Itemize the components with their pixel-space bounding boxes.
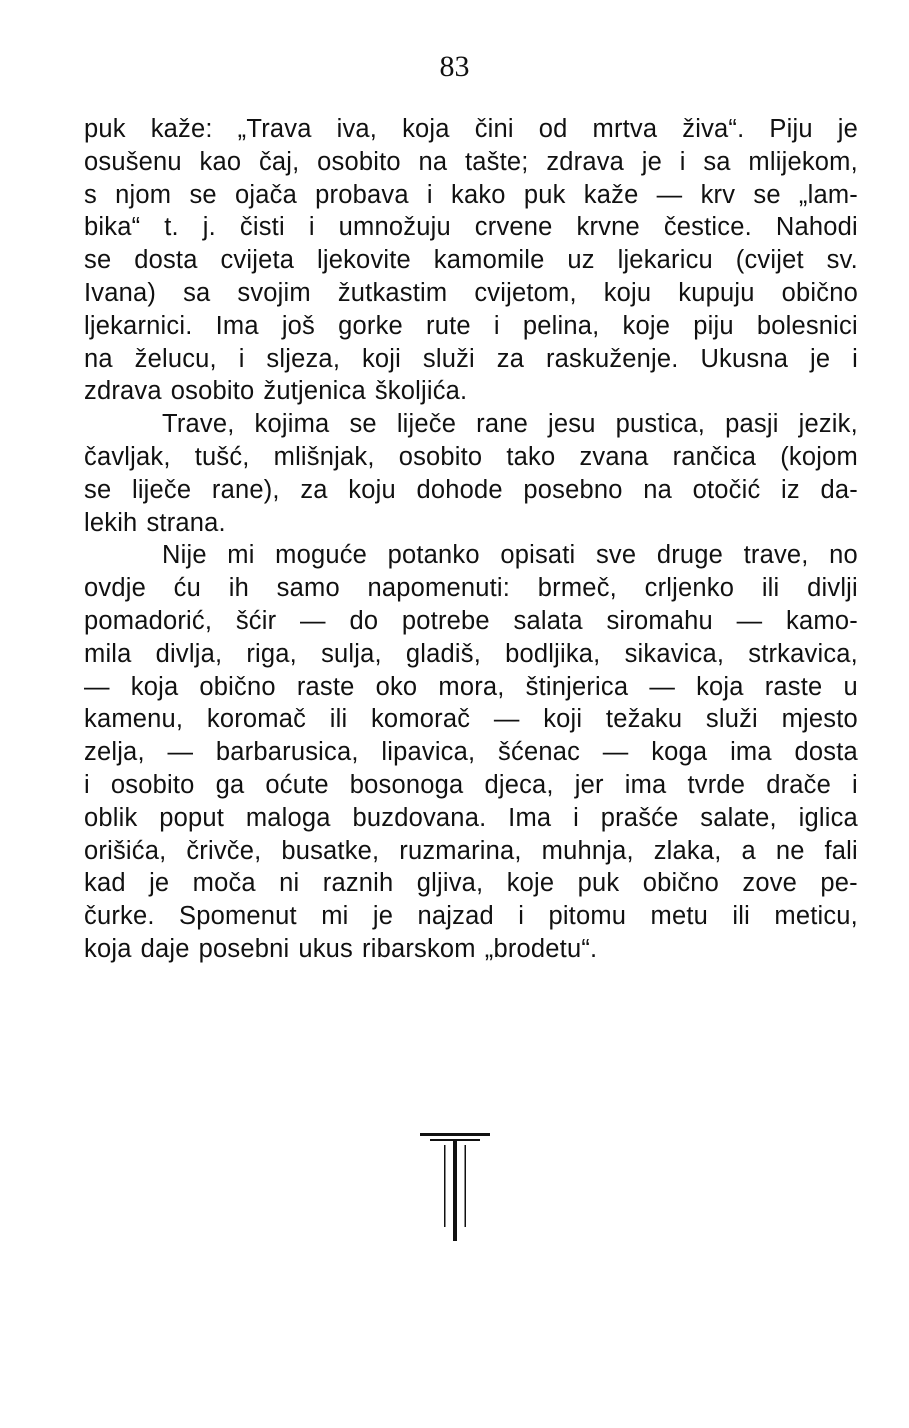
word: iglica <box>798 803 858 832</box>
word: štinjerica <box>525 672 629 701</box>
word: opisati <box>500 541 576 570</box>
word: salate, <box>700 803 777 832</box>
tailpiece-ornament <box>420 1133 490 1243</box>
word: moča <box>192 869 256 898</box>
word: raznih <box>322 869 394 898</box>
word: koje <box>506 869 555 898</box>
word: — <box>493 705 520 734</box>
word: dosta <box>794 738 858 767</box>
word: koja <box>696 672 744 701</box>
word: se <box>349 410 377 439</box>
word: bodljika, <box>505 639 601 668</box>
word: cvijetom, <box>474 278 577 307</box>
word: raste <box>296 672 355 701</box>
word: koju <box>603 278 652 307</box>
word: krvne <box>576 213 640 242</box>
word: sa <box>183 278 211 307</box>
word: koja <box>130 672 179 701</box>
paragraph-1 <box>84 113 858 408</box>
word: napomenuti: <box>367 574 511 603</box>
word: raste <box>764 672 823 701</box>
word: potrebe <box>401 606 490 635</box>
word: čini <box>474 115 514 143</box>
word: posebno <box>523 475 623 504</box>
word: meticu, <box>774 902 858 931</box>
word: — <box>736 606 763 635</box>
word: pomadorić, <box>84 606 213 635</box>
word: ili <box>329 705 348 734</box>
word: Piju <box>769 115 813 143</box>
word: ni <box>279 869 300 898</box>
word: Ima <box>508 803 552 832</box>
word: školjića. <box>374 377 468 406</box>
word: koji <box>361 344 402 373</box>
word: koja <box>84 934 132 963</box>
text-line <box>84 802 858 835</box>
word: zdrava <box>84 377 162 406</box>
word: lekih <box>84 508 138 537</box>
word: za <box>300 475 328 504</box>
text-line <box>84 408 858 441</box>
text-line <box>84 474 858 507</box>
word: strana. <box>146 508 226 537</box>
word: Nije <box>162 541 207 570</box>
page-number: 83 <box>439 50 470 83</box>
word: jesu <box>548 410 596 439</box>
word: drače <box>766 770 831 799</box>
text-line <box>84 277 858 310</box>
word: komorač <box>370 705 471 734</box>
word: kojima <box>254 410 330 439</box>
word: ima <box>624 770 667 799</box>
word: kaže: <box>150 115 213 143</box>
word: lipavica, <box>381 738 476 767</box>
word: djeca, <box>484 770 554 799</box>
word: uz <box>567 246 595 275</box>
word: svojim <box>237 278 311 307</box>
word: sve <box>595 541 637 570</box>
word: živa“. <box>682 115 745 143</box>
word: orišića, <box>84 836 167 865</box>
word: t. <box>164 213 179 242</box>
word: i <box>852 770 858 799</box>
word: najzad <box>417 902 494 931</box>
word: otočić <box>692 475 761 504</box>
text-line <box>84 375 858 408</box>
word: i <box>426 180 433 209</box>
word: zvana <box>579 442 649 471</box>
word: kad <box>84 869 126 898</box>
text-line <box>84 900 858 933</box>
word: šćenac <box>498 738 581 767</box>
word: iva, <box>336 115 378 143</box>
word: mlijekom, <box>748 147 858 176</box>
word: puk <box>84 115 126 143</box>
word: zelja, <box>84 738 145 767</box>
word: Ivana) <box>84 278 157 307</box>
word: pitomu <box>548 902 627 931</box>
word: čisti <box>239 213 285 242</box>
word: i <box>679 147 686 176</box>
word: tvrde <box>687 770 746 799</box>
text-line <box>84 179 858 212</box>
text-line <box>84 244 858 277</box>
word: oblik <box>84 803 138 832</box>
word: se <box>84 246 112 275</box>
text-line <box>84 211 858 244</box>
word: liječe <box>396 410 457 439</box>
word: kako <box>451 180 506 209</box>
word: i <box>573 803 579 832</box>
word: „brodetu“. <box>484 934 598 963</box>
word: jer <box>574 770 604 799</box>
word: mi <box>227 541 255 570</box>
word: krv <box>700 180 736 209</box>
text-line <box>84 933 858 966</box>
word: služi <box>422 344 475 373</box>
word: pustica, <box>615 410 706 439</box>
word: crvene <box>474 213 553 242</box>
word: žutkastim <box>337 278 448 307</box>
word: da- <box>820 475 858 504</box>
word: brmeč, <box>537 574 617 603</box>
word: je <box>837 115 858 143</box>
word: samo <box>276 574 340 603</box>
word: bika“ <box>84 213 141 242</box>
word: osobito <box>317 147 401 176</box>
word: dosta <box>134 246 198 275</box>
word: sulja, <box>321 639 382 668</box>
word: na <box>418 147 448 176</box>
word: ili <box>732 902 751 931</box>
text-line <box>84 310 858 343</box>
word: i <box>84 770 90 799</box>
word: je <box>149 869 170 898</box>
word: za <box>496 344 525 373</box>
word: bosonoga <box>349 770 464 799</box>
word: — <box>167 738 194 767</box>
word: težaku <box>605 705 683 734</box>
word: liječe <box>131 475 192 504</box>
text-line <box>84 703 858 736</box>
word: puk <box>523 180 566 209</box>
word: osobito <box>110 770 195 799</box>
word: koje <box>622 311 671 340</box>
body-text <box>84 113 858 966</box>
word: ovdje <box>84 574 146 603</box>
word: cvijeta <box>220 246 295 275</box>
word: posebni <box>198 934 290 963</box>
word: druge <box>656 541 724 570</box>
word: na <box>84 344 113 373</box>
word: a <box>741 836 756 865</box>
word: rančica <box>672 442 757 471</box>
word: se <box>84 475 112 504</box>
word: i <box>308 213 315 242</box>
word: umnožuju <box>338 213 451 242</box>
word: — <box>602 738 629 767</box>
word: crljenko <box>644 574 735 603</box>
word: zove <box>742 869 798 898</box>
word: osobito <box>398 442 483 471</box>
word: sikavica, <box>624 639 725 668</box>
word: koromač <box>206 705 307 734</box>
word: rute <box>426 311 471 340</box>
word: kao <box>199 147 242 176</box>
text-line <box>84 769 858 802</box>
word: ljekaricu <box>617 246 713 275</box>
word: osušenu <box>84 147 182 176</box>
word: Spomenut <box>179 902 297 931</box>
word: mi <box>321 902 349 931</box>
word: obično <box>199 672 276 701</box>
word: raskuženje. <box>545 344 679 373</box>
word: i <box>852 344 858 373</box>
word: čaj, <box>258 147 300 176</box>
word: j. <box>202 213 216 242</box>
word: puk <box>577 869 620 898</box>
word: njom <box>115 180 172 209</box>
word: moguće <box>275 541 368 570</box>
word: se <box>753 180 781 209</box>
word: gorke <box>338 311 403 340</box>
word: obično <box>642 869 720 898</box>
word: ga <box>215 770 245 799</box>
word: trave, <box>743 541 809 570</box>
word: dohode <box>416 475 503 504</box>
word: poput <box>159 803 225 832</box>
word: želucu, <box>134 344 217 373</box>
word: kamo- <box>786 606 858 635</box>
word: obično <box>781 278 858 307</box>
word: sa <box>703 147 731 176</box>
word: ojača <box>234 180 297 209</box>
word: kaže <box>583 180 639 209</box>
word: rane), <box>211 475 280 504</box>
word: Ukusna <box>700 344 789 373</box>
word: buzdovana. <box>352 803 487 832</box>
word: probava <box>315 180 409 209</box>
word: divlja, <box>155 639 223 668</box>
word: potanko <box>387 541 480 570</box>
word: barbarusica, <box>215 738 359 767</box>
word: Trave, <box>162 410 235 439</box>
word: na <box>643 475 672 504</box>
word: Ima <box>215 311 259 340</box>
word: služi <box>705 705 758 734</box>
word: fali <box>824 836 858 865</box>
word: zdrava <box>546 147 625 176</box>
text-line <box>84 539 858 572</box>
word: pasji <box>725 410 779 439</box>
text-line <box>84 113 858 146</box>
word: ili <box>761 574 780 603</box>
word: i <box>238 344 245 373</box>
word: — <box>300 606 326 635</box>
word: kamenu, <box>84 705 184 734</box>
word: sv. <box>826 246 858 275</box>
word: divlji <box>807 574 858 603</box>
word: sljeza, <box>266 344 341 373</box>
word: i <box>493 311 500 340</box>
text-line <box>84 441 858 474</box>
word: Nahodi <box>775 213 858 242</box>
text-line <box>84 867 858 900</box>
text-line <box>84 572 858 605</box>
word: no <box>829 541 858 570</box>
word: ljekovite <box>317 246 411 275</box>
word: siromahu <box>606 606 713 635</box>
word: mjesto <box>781 705 858 734</box>
word: — <box>84 672 110 701</box>
word: prašće <box>600 803 679 832</box>
text-line <box>84 507 858 540</box>
word: „Trava <box>237 115 312 143</box>
word: strkavica, <box>748 639 858 668</box>
word: — <box>656 180 683 209</box>
paragraph-3 <box>84 539 858 965</box>
word: šćir <box>235 606 277 635</box>
paragraph-2 <box>84 408 858 539</box>
word: oko <box>375 672 418 701</box>
word: još <box>281 311 316 340</box>
word: maloga <box>245 803 331 832</box>
word: (kojom <box>780 442 858 471</box>
word: jezik, <box>798 410 858 439</box>
word: ih <box>228 574 249 603</box>
word: čestice. <box>663 213 752 242</box>
text-line <box>84 146 858 179</box>
word: mlišnjak, <box>273 442 375 471</box>
word: ukus <box>298 934 354 963</box>
text-line <box>84 835 858 868</box>
word: zlaka, <box>653 836 722 865</box>
word: mila <box>84 639 132 668</box>
word: ću <box>173 574 202 603</box>
word: muhnja, <box>541 836 634 865</box>
word: koju <box>348 475 396 504</box>
word: tušć, <box>194 442 250 471</box>
word: ribarskom <box>362 934 476 963</box>
word: daje <box>140 934 190 963</box>
word: busatke, <box>281 836 380 865</box>
word: tako <box>506 442 556 471</box>
word: u <box>843 672 858 701</box>
word: metu <box>650 902 709 931</box>
word: i <box>518 902 525 931</box>
text-line <box>84 736 858 769</box>
word: gladiš, <box>405 639 482 668</box>
word: koja <box>402 115 450 143</box>
word: od <box>538 115 568 143</box>
word: je <box>809 344 831 373</box>
word: „lam- <box>798 180 858 209</box>
word: — <box>649 672 676 701</box>
word: osobito <box>170 377 255 406</box>
word: koji <box>543 705 583 734</box>
word: s <box>84 180 97 209</box>
word: gljiva, <box>416 869 484 898</box>
word: je <box>641 147 663 176</box>
text-line <box>84 605 858 638</box>
text-line <box>84 638 858 671</box>
word: (cvijet <box>735 246 804 275</box>
word: bolesnici <box>756 311 858 340</box>
word: riga, <box>246 639 297 668</box>
word: pelina, <box>522 311 600 340</box>
word: kamomile <box>433 246 545 275</box>
word: se <box>189 180 217 209</box>
word: mora, <box>438 672 505 701</box>
text-line <box>84 343 858 376</box>
word: oćute <box>265 770 329 799</box>
word: iz <box>781 475 800 504</box>
word: salata <box>513 606 583 635</box>
word: tašte; <box>465 147 529 176</box>
word: žutjenica <box>263 377 366 406</box>
word: črivče, <box>186 836 262 865</box>
text-line <box>84 671 858 704</box>
word: rane <box>476 410 528 439</box>
word: ne <box>775 836 805 865</box>
word: ljekarnici. <box>84 311 193 340</box>
word: kupuju <box>678 278 755 307</box>
word: koga <box>651 738 708 767</box>
word: ruzmarina, <box>399 836 522 865</box>
word: mrtva <box>592 115 658 143</box>
word: čavljak, <box>84 442 171 471</box>
word: je <box>372 902 394 931</box>
word: piju <box>693 311 734 340</box>
word: do <box>349 606 379 635</box>
word: čurke. <box>84 902 155 931</box>
word: pe- <box>820 869 858 898</box>
word: ima <box>730 738 772 767</box>
